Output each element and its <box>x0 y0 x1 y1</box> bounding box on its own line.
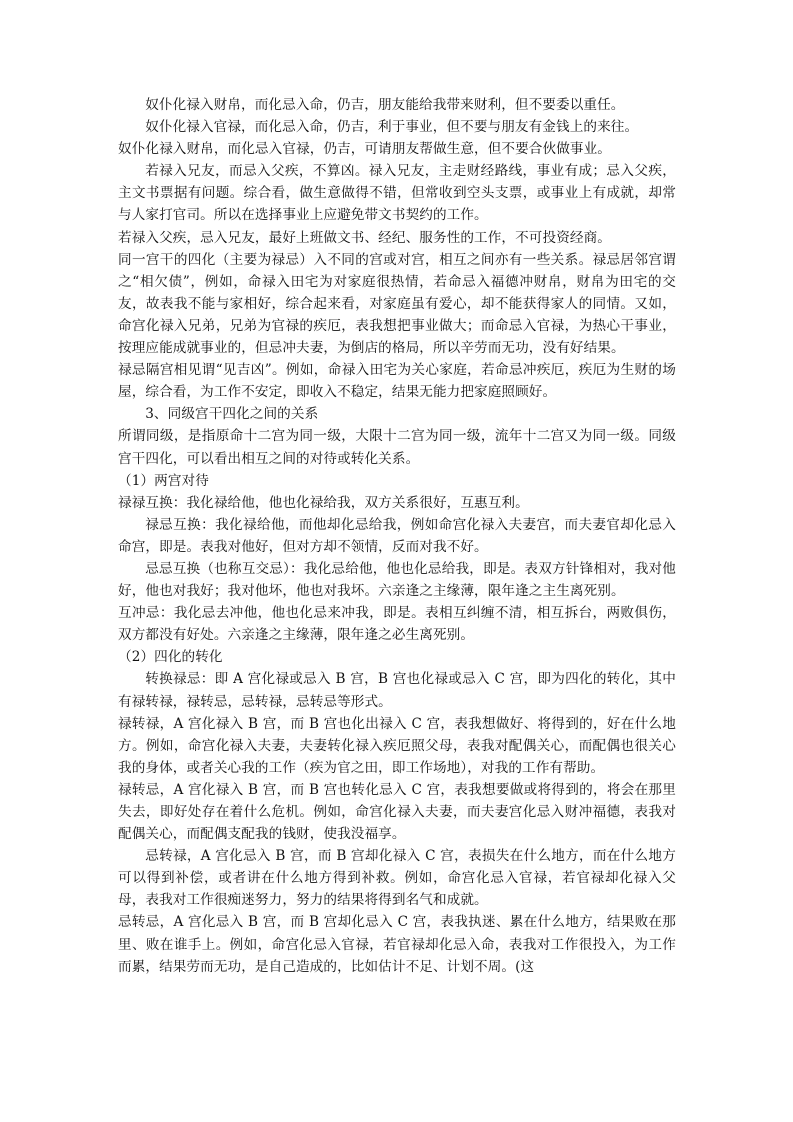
paragraph: 禄转忌，A 宫化禄入 B 宫，而 B 宫也转化忌入 C 宫，表我想要做或将得到的，将会在那里失去，即好处存在着什么危机。例如，命宫化禄入夫妻，而夫妻宫化忌入财冲福德，表我对配偶关心，而配偶支配我的钱财，使我没福享。 <box>118 781 676 843</box>
paragraph: 禄转禄，A 宫化禄入 B 宫，而 B 宫也化出禄入 C 宫，表我想做好、将得到的，好在什么地方。例如，命宫化禄入夫妻，夫妻转化禄入疾厄照父母，表我对配偶关心，而配偶也很关心我的身体，或者关心我的工作（疾为官之田，即工作场地），对我的工作有帮助。 <box>118 715 676 776</box>
paragraph: 忌转禄，A 宫化忌入 B 宫，而 B 宫却化禄入 C 宫，表损失在什么地方，而在什么地方可以得到补偿，或者讲在什么地方得到补救。例如，命宫化忌入官禄，若官禄却化禄入父母，表我对工作很痴迷努力，努力的结果将得到名气和成就。 <box>118 848 676 909</box>
paragraph: 若禄入兄友，而忌入父疾，不算凶。禄入兄友，主走财经路线，事业有成；忌入父疾，主文书票据有问题。综合看，做生意做得不错，但常收到空头支票，或事业上有成就，却常与人家打官司。所以在选择事业上应避免带文书契约的工作。 <box>118 163 676 224</box>
paragraph: （1）两宫对待 <box>118 472 209 489</box>
paragraph: 忌转忌，A 宫化忌入 B 宫，而 B 宫却化忌入 C 宫，表我执迷、累在什么地方，结果败在那里、败在谁手上。例如，命宫化忌入官禄，若官禄却化忌入命，表我对工作很投入，为工作而累，结果劳而无功，是自己造成的，比如估计不足、计划不周。(这 <box>118 914 676 975</box>
paragraph: 若禄入父疾，忌入兄友，最好上班做文书、经纪、服务性的工作，不可投资经商。 <box>118 229 611 246</box>
paragraph: 奴仆化禄入官禄，而化忌入命，仍吉，利于事业，但不要与朋友有金钱上的来往。 <box>145 119 639 136</box>
paragraph: 转换禄忌：即 A 宫化禄或忌入 B 宫，B 宫也化禄或忌入 C 宫，即为四化的转化，其中有禄转禄，禄转忌，忌转禄，忌转忌等形式。 <box>118 671 676 710</box>
paragraph: 禄禄互换：我化禄给他，他也化禄给我，双方关系很好，互惠互利。 <box>118 494 529 511</box>
paragraph: 3、同级宫干四化之间的关系 <box>145 406 319 423</box>
document-body <box>118 94 676 978</box>
paragraph: 同一宫干的四化（主要为禄忌）入不同的宫或对宫，相互之间亦有一些关系。禄忌居邻宫谓之“相欠债”，例如，命禄入田宅为对家庭很热情，若命忌入福德冲财帛，财帛为田宅的交友，故表我不能与家相好，综合起来看，对家庭虽有爱心，却不能获得家人的同情。又如，命宫化禄入兄弟，兄弟为官禄的疾厄，表我想把事业做大；而命忌入官禄，为热心干事业，按理应能成就事业的，但忌冲夫妻，为倒店的格局，所以辛劳而无功，没有好结果。 <box>118 251 676 357</box>
paragraph: 互冲忌：我化忌去冲他，他也化忌来冲我，即是。表相互纠缠不清，相互拆台，两败俱伤，双方都没有好处。六亲逢之主缘薄，限年逢之必生离死别。 <box>118 605 676 644</box>
paragraph: （2）四化的转化 <box>118 649 223 666</box>
paragraph: 奴仆化禄入财帛，而化忌入官禄，仍吉，可请朋友帮做生意，但不要合伙做事业。 <box>118 141 611 158</box>
paragraph: 所谓同级，是指原命十二宫为同一级，大限十二宫为同一级，流年十二宫又为同一级。同级宫干四化，可以看出相互之间的对待或转化关系。 <box>118 428 676 467</box>
paragraph: 禄忌互换：我化禄给他，而他却化忌给我，例如命宫化禄入夫妻宫，而夫妻官却化忌入命宫，即是。表我对他好，但对方却不领情，反而对我不好。 <box>118 516 676 555</box>
paragraph: 禄忌隔宫相见谓“见吉凶”。例如，命禄入田宅为关心家庭，若命忌冲疾厄，疾厄为生财的场屋，综合看，为工作不安定，即收入不稳定，结果无能力把家庭照顾好。 <box>118 362 676 401</box>
paragraph: 奴仆化禄入财帛，而化忌入命，仍吉，朋友能给我带来财利，但不要委以重任。 <box>145 97 625 113</box>
paragraph: 忌忌互换（也称互交忌）：我化忌给他，他也化忌给我，即是。表双方针锋相对，我对他好，他也对我好；我对他坏，他也对我坏。六亲逢之主缘薄，限年逢之主生离死别。 <box>118 560 676 600</box>
